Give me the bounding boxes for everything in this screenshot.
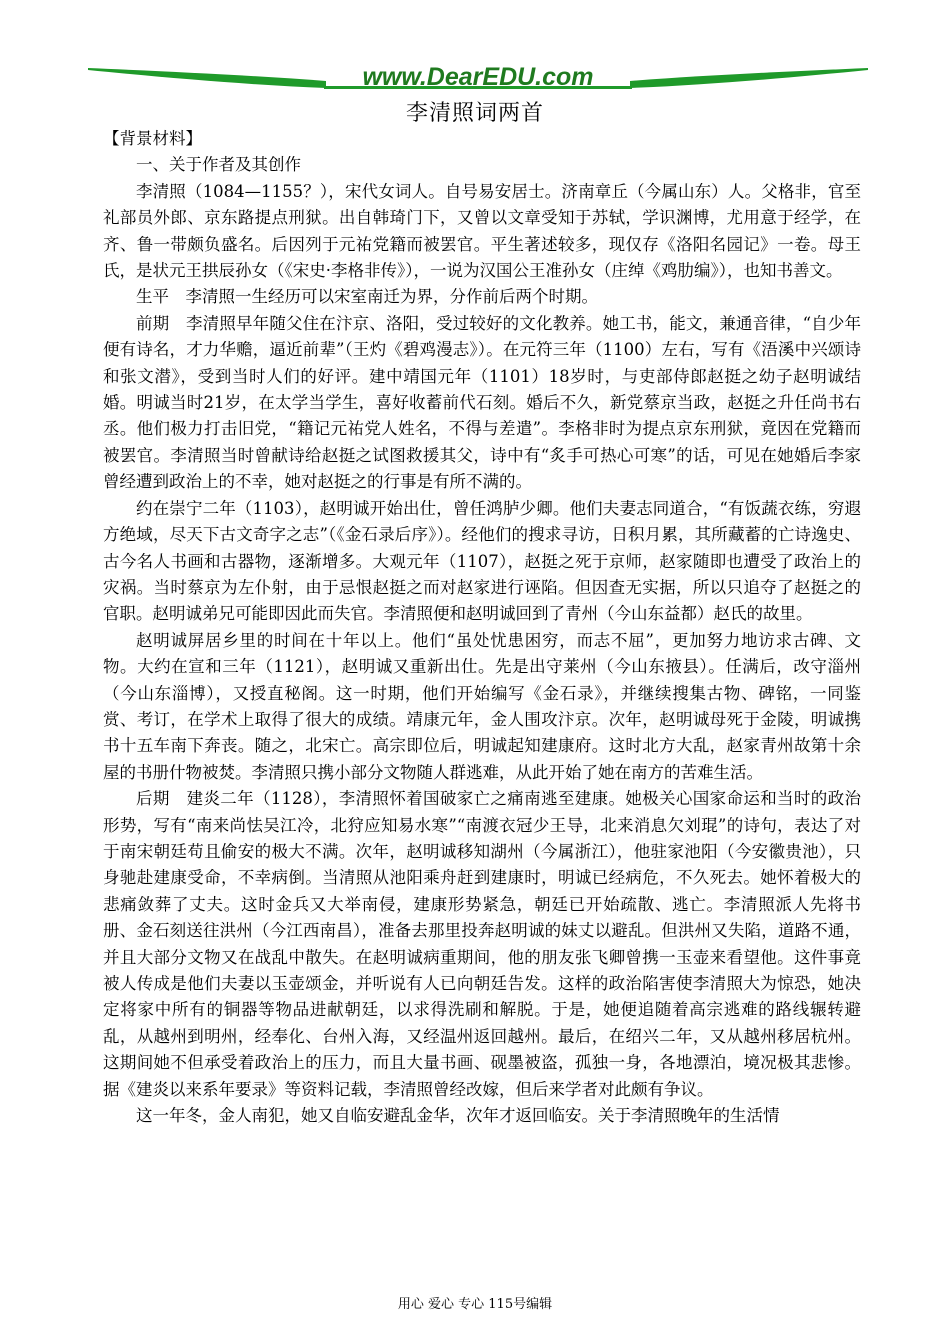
page-title: 李清照词两首 xyxy=(405,101,544,126)
paragraph: 约在崇宁二年（1103），赵明诚开始出仕，曾任鸿胪少卿。他们夫妻志同道合，“有饭蔬衣练，穷遐方绝域，尽天下古文奇字之志”（《金石录后序》）。经他们的搜求寻访，日积月累，其所藏蓄的亡诗逸史、古今名人书画和古器物，逐渐增多。大观元年（1107），赵挺之死于京师，赵家随即也遭受了政治上的灾祸。当时蔡京为左仆射，由于忌恨赵挺之而对赵家进行诬陷。但因查无实据，所以只追夺了赵挺之的官职。赵明诚弟兄可能即因此而失官。李清照便和赵明诚回到了青州（今山东益都）赵氏的故里。 xyxy=(103,498,861,624)
paragraph: 李清照（1084—1155？），宋代女词人。自号易安居士。济南章丘（今属山东）人。父格非，官至礼部员外郎、京东路提点刑狱。出自韩琦门下，又曾以文章受知于苏轼，学识渊博，尤用意于经学，在齐、鲁一带颇负盛名。后因列于元祐党籍而被罢官。平生著述较多，现仅存《洛阳名园记》一卷。母王氏，是状元王拱辰孙女（《宋史·李格非传》），一说为汉国公王准孙女（庄绰《鸡肋编》），也知书善文。 xyxy=(103,181,861,281)
section-heading-background: 【背景材料】 xyxy=(103,129,202,148)
paragraph: 生平 李清照一生经历可以宋室南迁为界，分作前后两个时期。 xyxy=(136,287,598,307)
site-logo-text[interactable]: www.DearEDU.com xyxy=(362,63,594,91)
paragraph: 赵明诚屏居乡里的时间在十年以上。他们“虽处忧患困穷，而志不屈”，更加努力地访求古碑、文物。大约在宣和三年（1121），赵明诚又重新出仕。先是出守莱州（今山东掖县）。任满后，改守淄州（今山东淄博），又授直秘阁。这一时期，他们开始编写《金石录》，并继续搜集古物、碑铭，一同鉴赏、考订，在学术上取得了很大的成绩。靖康元年，金人围攻汴京。次年，赵明诚母死于金陵，明诚携书十五车南下奔丧。随之，北宋亡。高宗即位后，明诚起知建康府。这时北方大乱，赵家青州故第十余屋的书册什物被焚。李清照只携小部分文物随人群逃难，从此开始了她在南方的苦难生活。 xyxy=(103,630,861,782)
subheading-author: 一、关于作者及其创作 xyxy=(136,155,301,175)
paragraph: 后期 建炎二年（1128），李清照怀着国破家亡之痛南逃至建康。她极关心国家命运和当时的政治形势，写有“南来尚怯吴江冷，北狩应知易水寒”“南渡衣冠少王导，北来消息欠刘琨”的诗句，表达了对于南宋朝廷苟且偷安的极大不满。次年，赵明诚移知湖州（今属浙江），他驻家池阳（今安徽贵池），只身驰赴建康受命，不幸病倒。当清照从池阳乘舟赶到建康时，明诚已经病危，不久死去。她怀着极大的悲痛敛葬了丈夫。这时金兵又大举南侵，建康形势紧急，朝廷已开始疏散、逃亡。李清照派人先将书册、金石刻送往洪州（今江西南昌），准备去那里投奔赵明诚的妹丈以避乱。但洪州又失陷，道路不通，并且大部分文物又在战乱中散失。在赵明诚病重期间，他的朋友张飞卿曾携一玉壶来看望他。这件事竟被人传成是他们夫妻以玉壶颂金，并听说有人已向朝廷告发。这样的政治陷害使李清照大为惊恐，她决定将家中所有的铜器等物品进献朝廷，以求得洗刷和解脱。于是，她便追随着高宗逃难的路线辗转避乱，从越州到明州，经奉化、台州入海，又经温州返回越州。最后，在绍兴二年，又从越州移居杭州。这期间她不但承受着政治上的压力，而且大量书画、砚墨被盗，孤独一身，各地漂泊，境况极其悲惨。据《建炎以来系年要录》等资料记载，李清照曾经改嫁，但后来学者对此颇有争议。 xyxy=(103,789,861,1099)
page-footer: 用心 爱心 专心 115号编辑 xyxy=(397,1297,553,1312)
paragraph: 前期 李清照早年随父住在汴京、洛阳，受过较好的文化教养。她工书，能文，兼通音律，“自少年便有诗名，才力华赡，逼近前辈”（王灼《碧鸡漫志》）。在元符三年（1100）左右，写有《浯溪中兴颂诗和张文潜》，受到当时人们的好评。建中靖国元年（1101）18岁时，与吏部侍郎赵挺之幼子赵明诚结婚。明诚当时21岁，在太学当学生，喜好收蓄前代石刻。婚后不久，新党蔡京当政，赵挺之升任尚书右丞。他们极力打击旧党，“籍记元祐党人姓名，不得与差遣”。李格非时为提点京东刑狱，竟因在党籍而被罢官。李清照当时曾献诗给赵挺之试图救援其父，诗中有“炙手可热心可寒”的话，可见在她婚后李家曾经遭到政治上的不幸，她对赵挺之的行事是有所不满的。 xyxy=(103,313,861,492)
banner-left-swoosh xyxy=(88,68,326,88)
banner-right-swoosh xyxy=(630,68,868,88)
paragraph: 这一年冬，金人南犯，她又自临安避乱金华，次年才返回临安。关于李清照晚年的生活情 xyxy=(136,1106,780,1126)
site-banner xyxy=(88,62,868,92)
banner-graphic xyxy=(88,62,868,92)
document-body xyxy=(103,126,861,1129)
